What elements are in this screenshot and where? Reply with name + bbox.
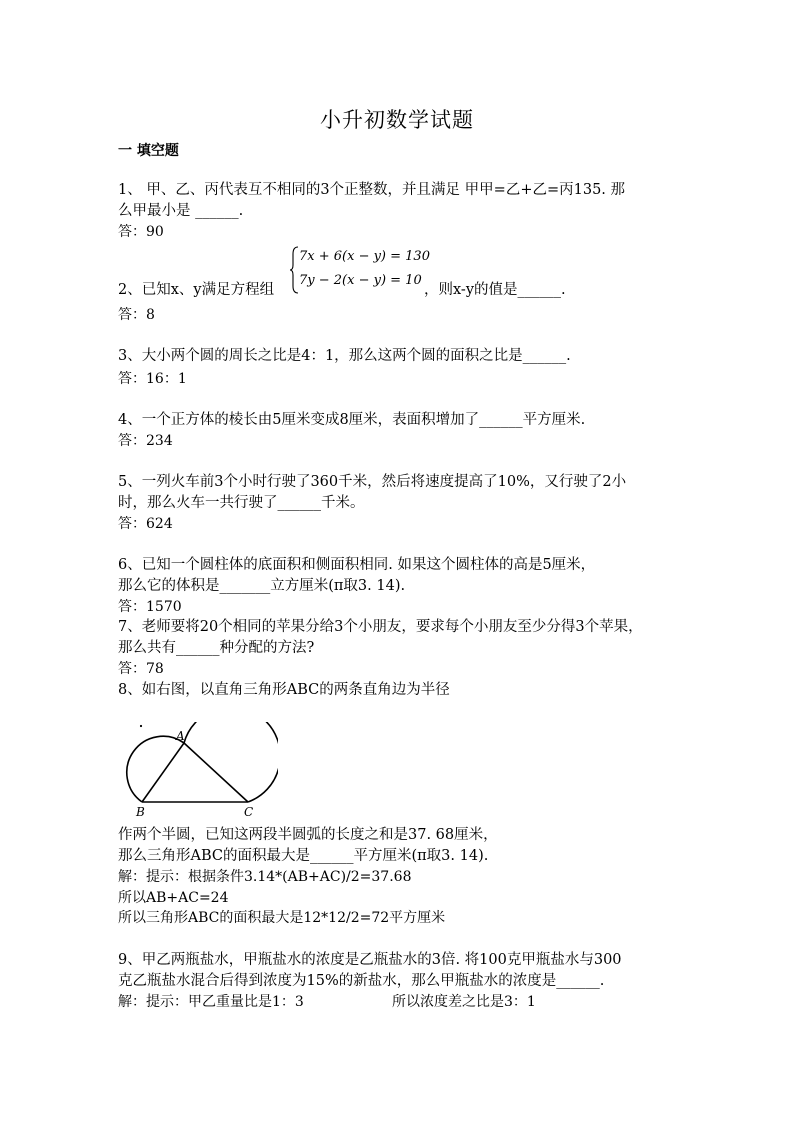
question-2-line-1: 2、已知x、y满足方程组 [118, 282, 275, 298]
equation-system [289, 246, 429, 294]
question-8-line-1: 8、如右图，以直角三角形ABC的两条直角边为半径 [118, 682, 450, 698]
semicircle-figure [118, 722, 278, 818]
question-7-line-2: 那么共有______种分配的方法? [118, 640, 315, 656]
answer-4: 答：234 [118, 433, 173, 449]
arc-ab [127, 736, 184, 802]
question-6-line-2: 那么它的体积是_______立方厘米(π取3. 14). [118, 578, 406, 594]
question-1-line-2: 么甲最小是 ______. [118, 203, 244, 219]
page-title: 小升初数学试题 [320, 108, 474, 132]
brace-icon [289, 246, 299, 294]
question-6-line-1: 6、已知一个圆柱体的底面积和侧面积相同. 如果这个圆柱体的高是5厘米， [118, 557, 596, 573]
question-8-line-2: 作两个半圆，已知这两段半圆弧的长度之和是37. 68厘米， [118, 827, 498, 843]
figure-dot [140, 725, 142, 727]
label-c: C [244, 805, 254, 818]
question-7-line-1: 7、老师要将20个相同的苹果分给3个小朋友，要求每个小朋友至少分得3个苹果， [118, 619, 643, 635]
answer-8-line-1: 解：提示：根据条件3.14*(AB+AC)/2=37.68 [118, 869, 412, 885]
label-a: A [176, 729, 185, 743]
question-8-line-3: 那么三角形ABC的面积最大是______平方厘米(π取3. 14). [118, 848, 489, 864]
answer-1: 答：90 [118, 224, 164, 240]
section-heading: 一 填空题 [118, 143, 179, 159]
answer-8-line-2: 所以AB+AC=24 [118, 890, 229, 906]
equation-2: 7y − 2(x − y) = 10 [299, 273, 422, 288]
question-5-line-1: 5、一列火车前3个小时行驶了360千米，然后将速度提高了10%，又行驶了2小 [118, 474, 627, 490]
arc-ac [184, 722, 278, 802]
answer-2: 答：8 [118, 307, 155, 323]
question-9-line-1: 9、甲乙两瓶盐水，甲瓶盐水的浓度是乙瓶盐水的3倍. 将100克甲瓶盐水与300 [118, 952, 622, 968]
segment-ab [142, 743, 184, 802]
equation-1: 7x + 6(x − y) = 130 [299, 249, 430, 264]
question-5-line-2: 时，那么火车一共行驶了______千米。 [118, 495, 365, 511]
answer-5: 答：624 [118, 516, 173, 532]
question-9-line-2: 克乙瓶盐水混合后得到浓度为15%的新盐水，那么甲瓶盐水的浓度是______. [118, 973, 605, 989]
answer-7: 答：78 [118, 661, 164, 677]
question-2-line-2: ，则x-y的值是______. [424, 282, 566, 298]
label-b: B [136, 805, 145, 818]
answer-9-line-1: 解：提示：甲乙重量比是1：3 [118, 994, 304, 1010]
answer-9-line-2: 所以浓度差之比是3：1 [392, 994, 536, 1010]
answer-6: 答：1570 [118, 599, 182, 615]
question-4: 4、一个正方体的棱长由5厘米变成8厘米，表面积增加了______平方厘米. [118, 412, 586, 428]
answer-8-line-3: 所以三角形ABC的面积最大是12*12/2=72平方厘米 [118, 910, 446, 926]
answer-3: 答：16：1 [118, 371, 187, 387]
question-3: 3、大小两个圆的周长之比是4：1，那么这两个圆的面积之比是______. [118, 348, 571, 364]
question-1-line-1: 1、 甲、乙、丙代表互不相同的3个正整数，并且满足 甲甲=乙+乙=丙135. 那 [118, 182, 626, 198]
segment-ac [184, 743, 248, 802]
